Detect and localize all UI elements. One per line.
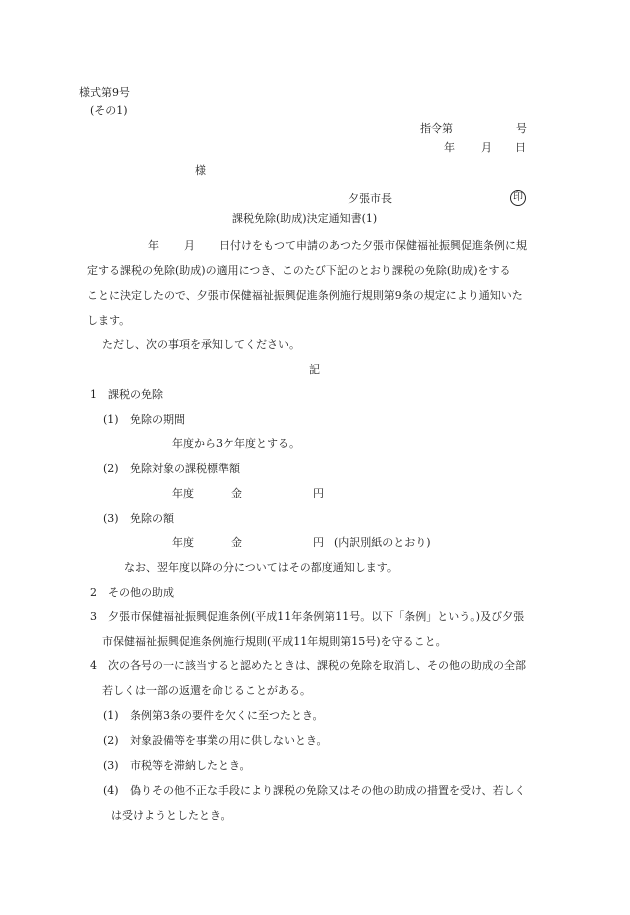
section-3-line-2: 市保健福祉振興促進条例施行規則(平成11年規則第15号)を守ること。 xyxy=(102,635,447,648)
intro-line-3: ことに決定したので、夕張市保健福祉振興促進条例施行規則第9条の規定により通知いた xyxy=(87,289,523,302)
item-1-2-kin: 金 xyxy=(231,487,242,500)
item-1-2-year: 年度 xyxy=(172,487,194,500)
date-year: 年 xyxy=(444,141,455,154)
section-3-line-1: 夕張市保健福祉振興促進条例(平成11年条例第11号。以下「条例」という。)及び夕張 xyxy=(108,610,525,623)
form-number: 様式第9号 xyxy=(79,86,130,99)
item-1-3-note: (内訳別紙のとおり) xyxy=(334,536,431,549)
item-1-1-period: 年度から3ケ年度とする。 xyxy=(172,437,300,450)
item-1-1-number: (1) xyxy=(103,413,119,426)
date-day: 日 xyxy=(515,141,526,154)
item-4-4-text-cont: は受けようとしたとき。 xyxy=(111,809,232,822)
date-month: 月 xyxy=(481,141,492,154)
section-1-number: 1 xyxy=(90,388,97,401)
item-1-3-kin: 金 xyxy=(231,536,242,549)
intro-line-2: 定する課税の免除(助成)の適用につき、このたび下記のとおり課税の免除(助成)をする xyxy=(87,264,511,277)
item-4-4-text: 偽りその他不正な手段により課税の免除又はその他の助成の措置を受け、若しく xyxy=(130,784,526,797)
item-4-2-number: (2) xyxy=(103,734,119,747)
issuer-name: 夕張市長 xyxy=(348,192,392,205)
item-4-2-text: 対象設備等を事業の用に供しないとき。 xyxy=(130,734,328,747)
addressee-suffix: 様 xyxy=(195,164,206,177)
item-1-3-title: 免除の額 xyxy=(130,512,174,525)
section-4-line-2: 若しくは一部の返還を命じることがある。 xyxy=(102,684,311,697)
form-part: (その1) xyxy=(90,104,128,117)
ki-heading: 記 xyxy=(309,363,320,376)
order-number-label: 指令第 xyxy=(420,122,453,135)
item-4-1-text: 条例第3条の要件を欠くに至つたとき。 xyxy=(130,709,324,722)
item-1-1-title: 免除の期間 xyxy=(130,413,185,426)
section-4-number: 4 xyxy=(90,659,97,672)
section-2-title: その他の助成 xyxy=(108,586,174,599)
section-3-number: 3 xyxy=(90,610,97,623)
intro-year: 年 xyxy=(148,239,159,252)
order-number-suffix: 号 xyxy=(516,122,527,135)
item-4-3-number: (3) xyxy=(103,759,119,772)
section-2-number: 2 xyxy=(90,586,97,599)
intro-line-1: 日付けをもつて申請のあつた夕張市保健福祉振興促進条例に規 xyxy=(219,239,527,252)
item-1-3-year: 年度 xyxy=(172,536,194,549)
item-1-2-yen: 円 xyxy=(313,487,324,500)
item-4-3-text: 市税等を滞納したとき。 xyxy=(130,759,251,772)
intro-line-4: します。 xyxy=(87,314,131,327)
item-1-2-title: 免除対象の課税標準額 xyxy=(130,462,240,475)
item-4-4-number: (4) xyxy=(103,784,119,797)
intro-month: 月 xyxy=(184,239,195,252)
item-4-1-number: (1) xyxy=(103,709,119,722)
section-1-footnote: なお、翌年度以降の分についてはその都度通知します。 xyxy=(124,561,398,574)
document-title: 課税免除(助成)決定通知書(1) xyxy=(232,212,378,225)
section-1-title: 課税の免除 xyxy=(108,388,163,401)
section-4-line-1: 次の各号の一に該当すると認めたときは、課税の免除を取消し、その他の助成の全部 xyxy=(108,659,526,672)
item-1-3-yen: 円 xyxy=(313,536,324,549)
item-1-3-number: (3) xyxy=(103,512,119,525)
seal-stamp: 印 xyxy=(510,190,526,206)
item-1-2-number: (2) xyxy=(103,462,119,475)
proviso: ただし、次の事項を承知してください。 xyxy=(102,338,300,351)
